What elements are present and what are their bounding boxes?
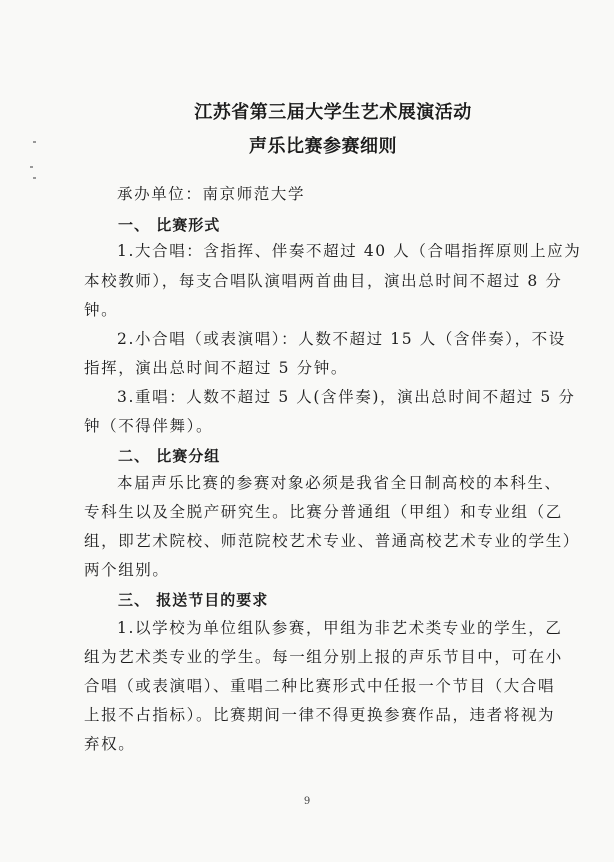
- section-3-paragraph-line: 弃权。: [84, 735, 136, 753]
- section-2-paragraph-line: 两个组别。: [84, 561, 170, 579]
- section-1-paragraph-line: 钟。: [84, 301, 119, 319]
- section-1-paragraph-line: 2.小合唱（或表演唱）：人数不超过 15 人（含伴奏），不设: [117, 330, 566, 348]
- scan-speck: [30, 166, 33, 168]
- section-1-paragraph-line: 本校教师），每支合唱队演唱两首曲目，演出总时间不超过 8 分: [84, 272, 563, 290]
- scan-speck: [33, 177, 36, 179]
- document-subtitle: 声乐比赛参赛细则: [249, 136, 397, 157]
- section-2-heading: 二、 比赛分组: [118, 447, 221, 465]
- section-2-paragraph-line: 专科生以及全脱产研究生。比赛分普通组（甲组）和专业组（乙: [84, 503, 563, 521]
- section-3-paragraph-line: 上报不占指标）。比赛期间一律不得更换参赛作品，违者将视为: [84, 706, 556, 724]
- section-2-paragraph-line: 本届声乐比赛的参赛对象必须是我省全日制高校的本科生、: [117, 474, 562, 492]
- section-1-paragraph-line: 1.大合唱：含指挥、伴奏不超过 40 人（合唱指挥原则上应为: [117, 242, 582, 260]
- document-title: 江苏省第三届大学生艺术展演活动: [194, 102, 472, 123]
- section-1-paragraph-line: 钟（不得伴舞）。: [84, 417, 214, 435]
- page-number: 9: [303, 796, 311, 807]
- section-2-paragraph-line: 组，即艺术院校、师范院校艺术专业、普通高校艺术专业的学生）: [84, 532, 580, 550]
- scan-speck: [33, 141, 36, 143]
- section-3-paragraph-line: 1.以学校为单位组队参赛，甲组为非艺术类专业的学生，乙: [117, 619, 563, 637]
- section-3-paragraph-line: 组为艺术类专业的学生。每一组分别上报的声乐节目中，可在小: [84, 648, 563, 666]
- organizer-line: 承办单位：南京师范大学: [117, 185, 306, 203]
- section-3-heading: 三、 报送节目的要求: [118, 591, 269, 609]
- section-3-paragraph-line: 合唱（或表演唱）、重唱二种比赛形式中任报一个节目（大合唱: [84, 677, 556, 695]
- section-1-paragraph-line: 3.重唱：人数不超过 5 人(含伴奏)，演出总时间不超过 5 分: [117, 388, 576, 406]
- section-1-heading: 一、 比赛形式: [118, 216, 221, 234]
- section-1-paragraph-line: 指挥，演出总时间不超过 5 分钟。: [84, 359, 348, 377]
